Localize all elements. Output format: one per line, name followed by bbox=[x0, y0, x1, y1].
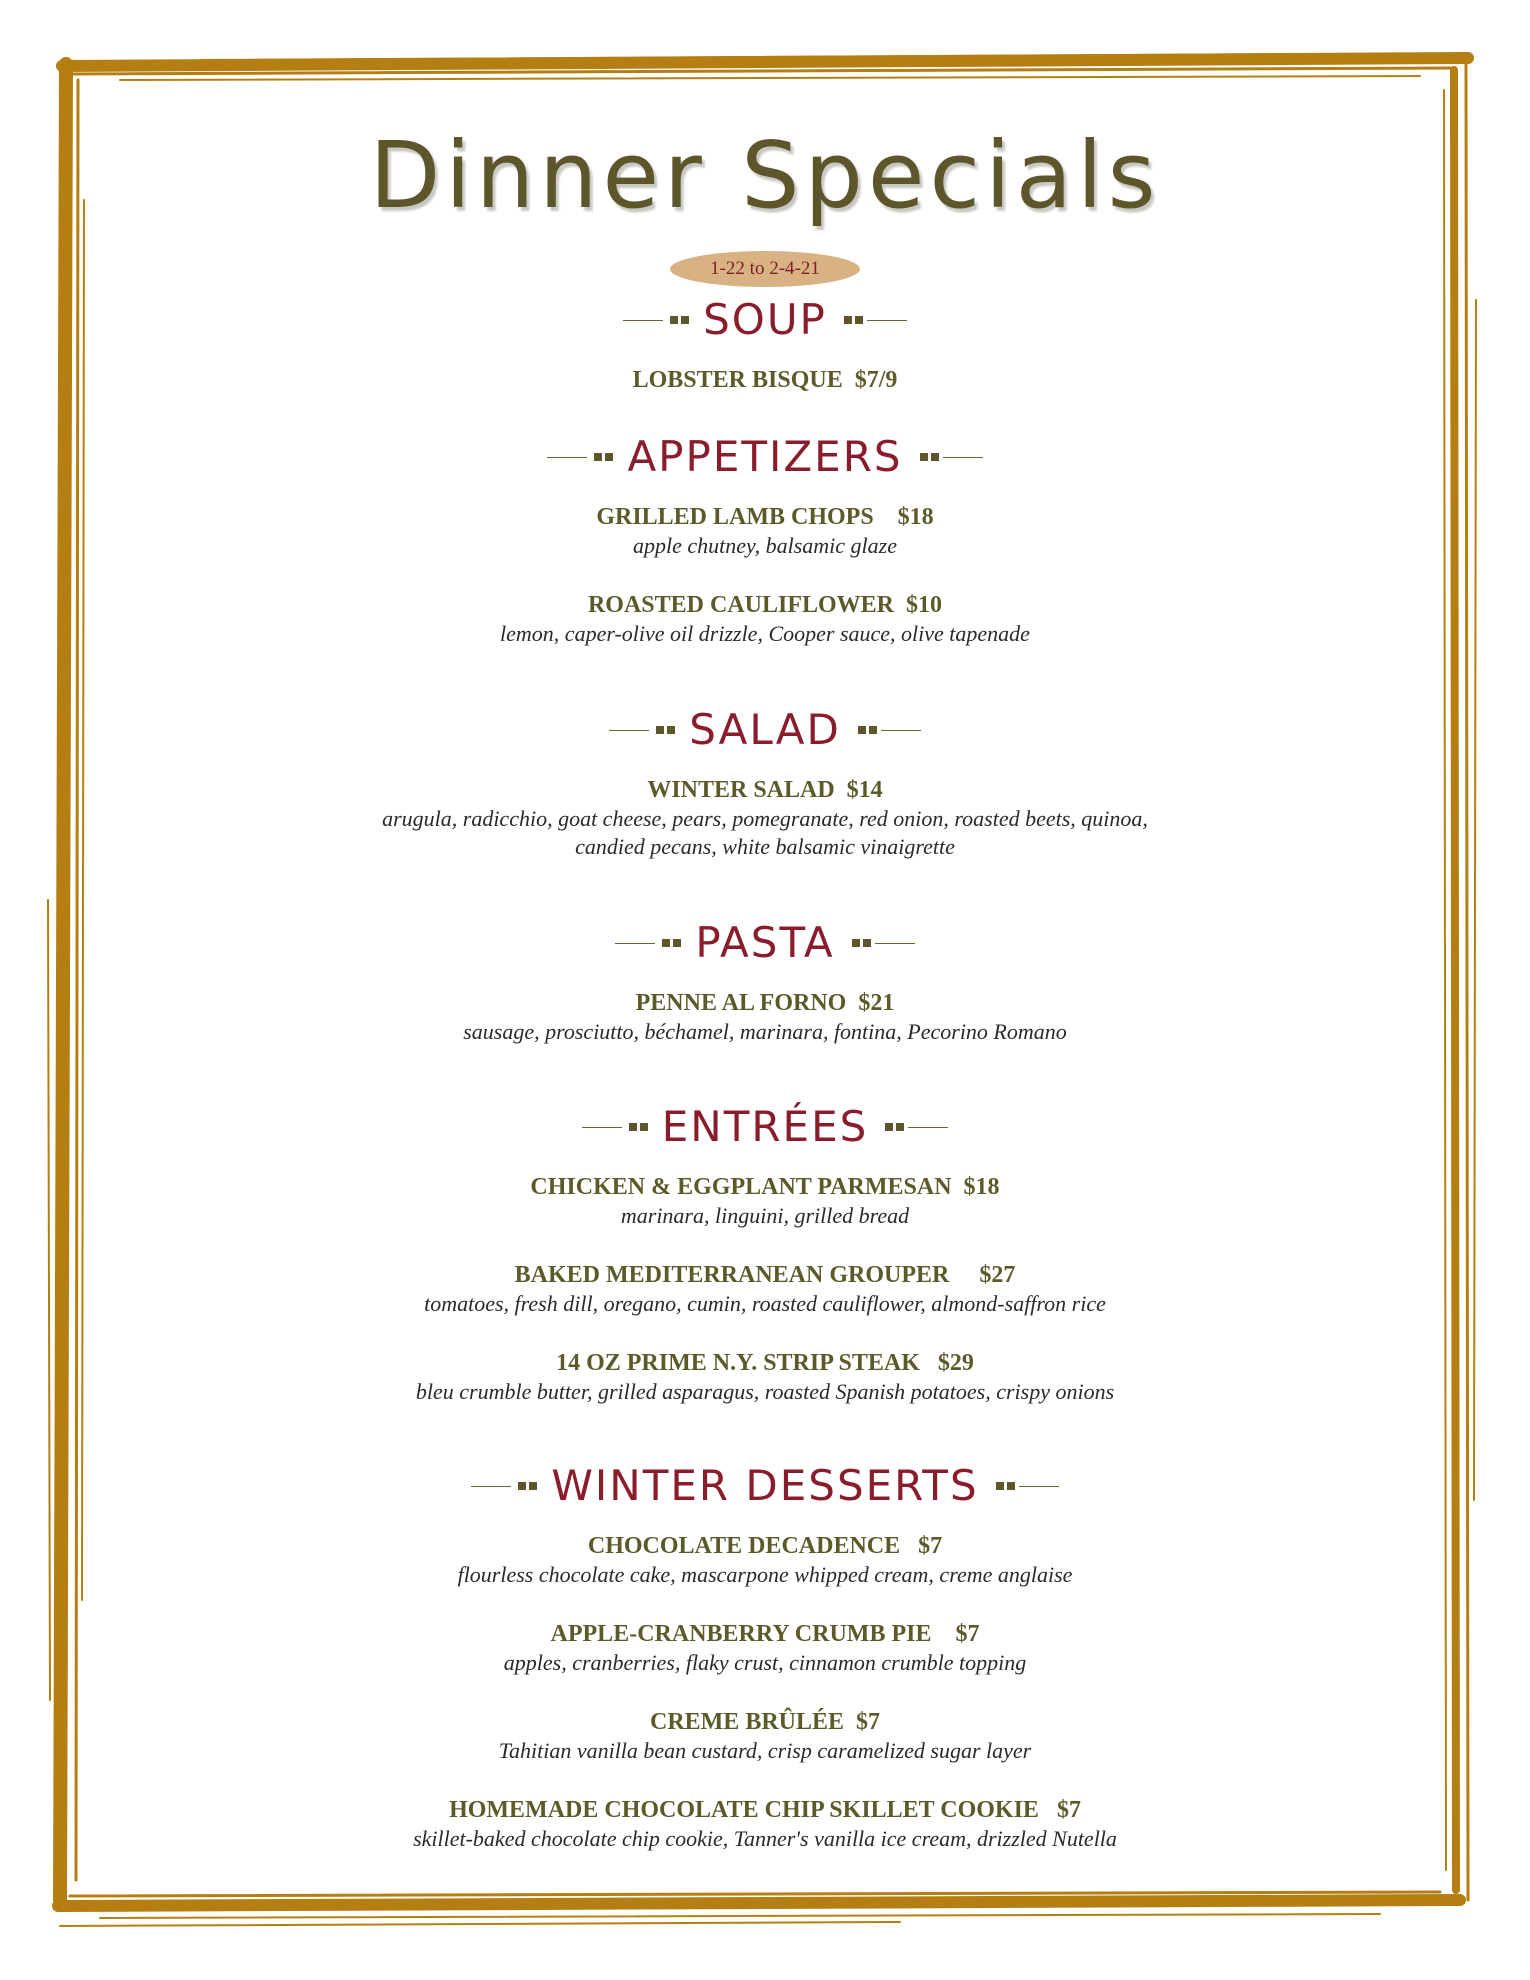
menu-item bbox=[90, 1348, 1440, 1406]
section-salad bbox=[90, 700, 1440, 861]
item-description: arugula, radicchio, goat cheese, pears, pomegranate, red onion, roasted beets, quinoa, bbox=[382, 806, 1148, 831]
item-name: APPLE-CRANBERRY CRUMB PIE $7 bbox=[550, 1621, 980, 1647]
section-appetizers bbox=[90, 427, 1440, 648]
divider-line bbox=[867, 320, 907, 321]
item-name: 14 OZ PRIME N.Y. STRIP STEAK $29 bbox=[556, 1350, 974, 1376]
menu-item bbox=[90, 1619, 1440, 1677]
menu-item bbox=[90, 1531, 1440, 1589]
item-description: sausage, prosciutto, béchamel, marinara, fontina, Pecorino Romano bbox=[463, 1019, 1067, 1044]
item-name: LOBSTER BISQUE $7/9 bbox=[632, 367, 898, 393]
item-description: tomatoes, fresh dill, oregano, cumin, roasted cauliflower, almond-saffron rice bbox=[424, 1291, 1106, 1316]
item-description: apples, cranberries, flaky crust, cinnamon crumble topping bbox=[503, 1650, 1027, 1675]
divider-line bbox=[908, 1127, 948, 1128]
ornament bbox=[849, 939, 871, 947]
section-header bbox=[90, 427, 1440, 487]
menu-item bbox=[90, 775, 1440, 861]
menu-item bbox=[90, 1795, 1440, 1853]
divider-line bbox=[943, 457, 983, 458]
section-title: SOUP bbox=[703, 295, 827, 344]
divider-line bbox=[547, 457, 587, 458]
ornament bbox=[653, 726, 675, 734]
divider-line bbox=[1019, 1486, 1059, 1487]
divider-line bbox=[881, 730, 921, 731]
item-name: HOMEMADE CHOCOLATE CHIP SKILLET COOKIE $7 bbox=[449, 1797, 1081, 1823]
section-header bbox=[90, 1456, 1440, 1516]
item-description: Tahitian vanilla bean custard, crisp caramelized sugar layer bbox=[498, 1738, 1032, 1763]
section-header bbox=[90, 1097, 1440, 1157]
item-description: flourless chocolate cake, mascarpone whipped cream, creme anglaise bbox=[457, 1562, 1073, 1587]
item-description-continued: candied pecans, white balsamic vinaigrette bbox=[575, 834, 955, 859]
menu-item bbox=[90, 1172, 1440, 1230]
item-name: ROASTED CAULIFLOWER $10 bbox=[587, 592, 943, 618]
ornament bbox=[591, 453, 613, 461]
ornament bbox=[515, 1482, 537, 1490]
section-title: ENTRÉES bbox=[661, 1102, 869, 1151]
item-description: bleu crumble butter, grilled asparagus, roasted Spanish potatoes, crispy onions bbox=[415, 1379, 1115, 1404]
item-name: GRILLED LAMB CHOPS $18 bbox=[596, 504, 934, 530]
menu-item bbox=[90, 1707, 1440, 1765]
item-description: marinara, linguini, grilled bread bbox=[620, 1203, 910, 1228]
item-description: skillet-baked chocolate chip cookie, Tanner's vanilla ice cream, drizzled Nutella bbox=[413, 1826, 1117, 1851]
divider-line bbox=[471, 1486, 511, 1487]
ornament bbox=[626, 1123, 648, 1131]
ornament bbox=[993, 1482, 1015, 1490]
ornament bbox=[841, 316, 863, 324]
divider-line bbox=[609, 730, 649, 731]
menu bbox=[90, 0, 1440, 1980]
menu-item bbox=[90, 1260, 1440, 1318]
divider-line bbox=[623, 320, 663, 321]
section-soup bbox=[90, 290, 1440, 395]
item-name: PENNE AL FORNO $21 bbox=[635, 990, 895, 1016]
date-badge: 1-22 to 2-4-21 bbox=[670, 251, 860, 287]
item-name: WINTER SALAD $14 bbox=[647, 777, 883, 803]
section-header bbox=[90, 700, 1440, 760]
section-header bbox=[90, 290, 1440, 350]
menu-item bbox=[90, 365, 1440, 395]
divider-line bbox=[875, 943, 915, 944]
section-pasta bbox=[90, 913, 1440, 1046]
menu-item bbox=[90, 590, 1440, 648]
ornament bbox=[855, 726, 877, 734]
section-title: WINTER DESSERTS bbox=[551, 1461, 979, 1510]
section-winter-desserts bbox=[90, 1456, 1440, 1853]
ornament bbox=[917, 453, 939, 461]
section-title: PASTA bbox=[695, 918, 835, 967]
item-name: CHICKEN & EGGPLANT PARMESAN $18 bbox=[530, 1174, 1000, 1200]
ornament bbox=[667, 316, 689, 324]
section-header bbox=[90, 913, 1440, 973]
menu-item bbox=[90, 988, 1440, 1046]
item-name: CREME BRÛLÉE $7 bbox=[649, 1709, 881, 1735]
section-title: SALAD bbox=[689, 705, 841, 754]
item-description: apple chutney, balsamic glaze bbox=[633, 533, 897, 558]
item-name: BAKED MEDITERRANEAN GROUPER $27 bbox=[514, 1262, 1016, 1288]
section-entrees bbox=[90, 1097, 1440, 1406]
item-description: lemon, caper-olive oil drizzle, Cooper sauce, olive tapenade bbox=[500, 621, 1030, 646]
menu-item bbox=[90, 502, 1440, 560]
ornament bbox=[659, 939, 681, 947]
divider-line bbox=[582, 1127, 622, 1128]
ornament bbox=[882, 1123, 904, 1131]
divider-line bbox=[615, 943, 655, 944]
item-name: CHOCOLATE DECADENCE $7 bbox=[587, 1533, 943, 1559]
page-title: Dinner Specials bbox=[369, 122, 1161, 229]
section-title: APPETIZERS bbox=[627, 432, 903, 481]
